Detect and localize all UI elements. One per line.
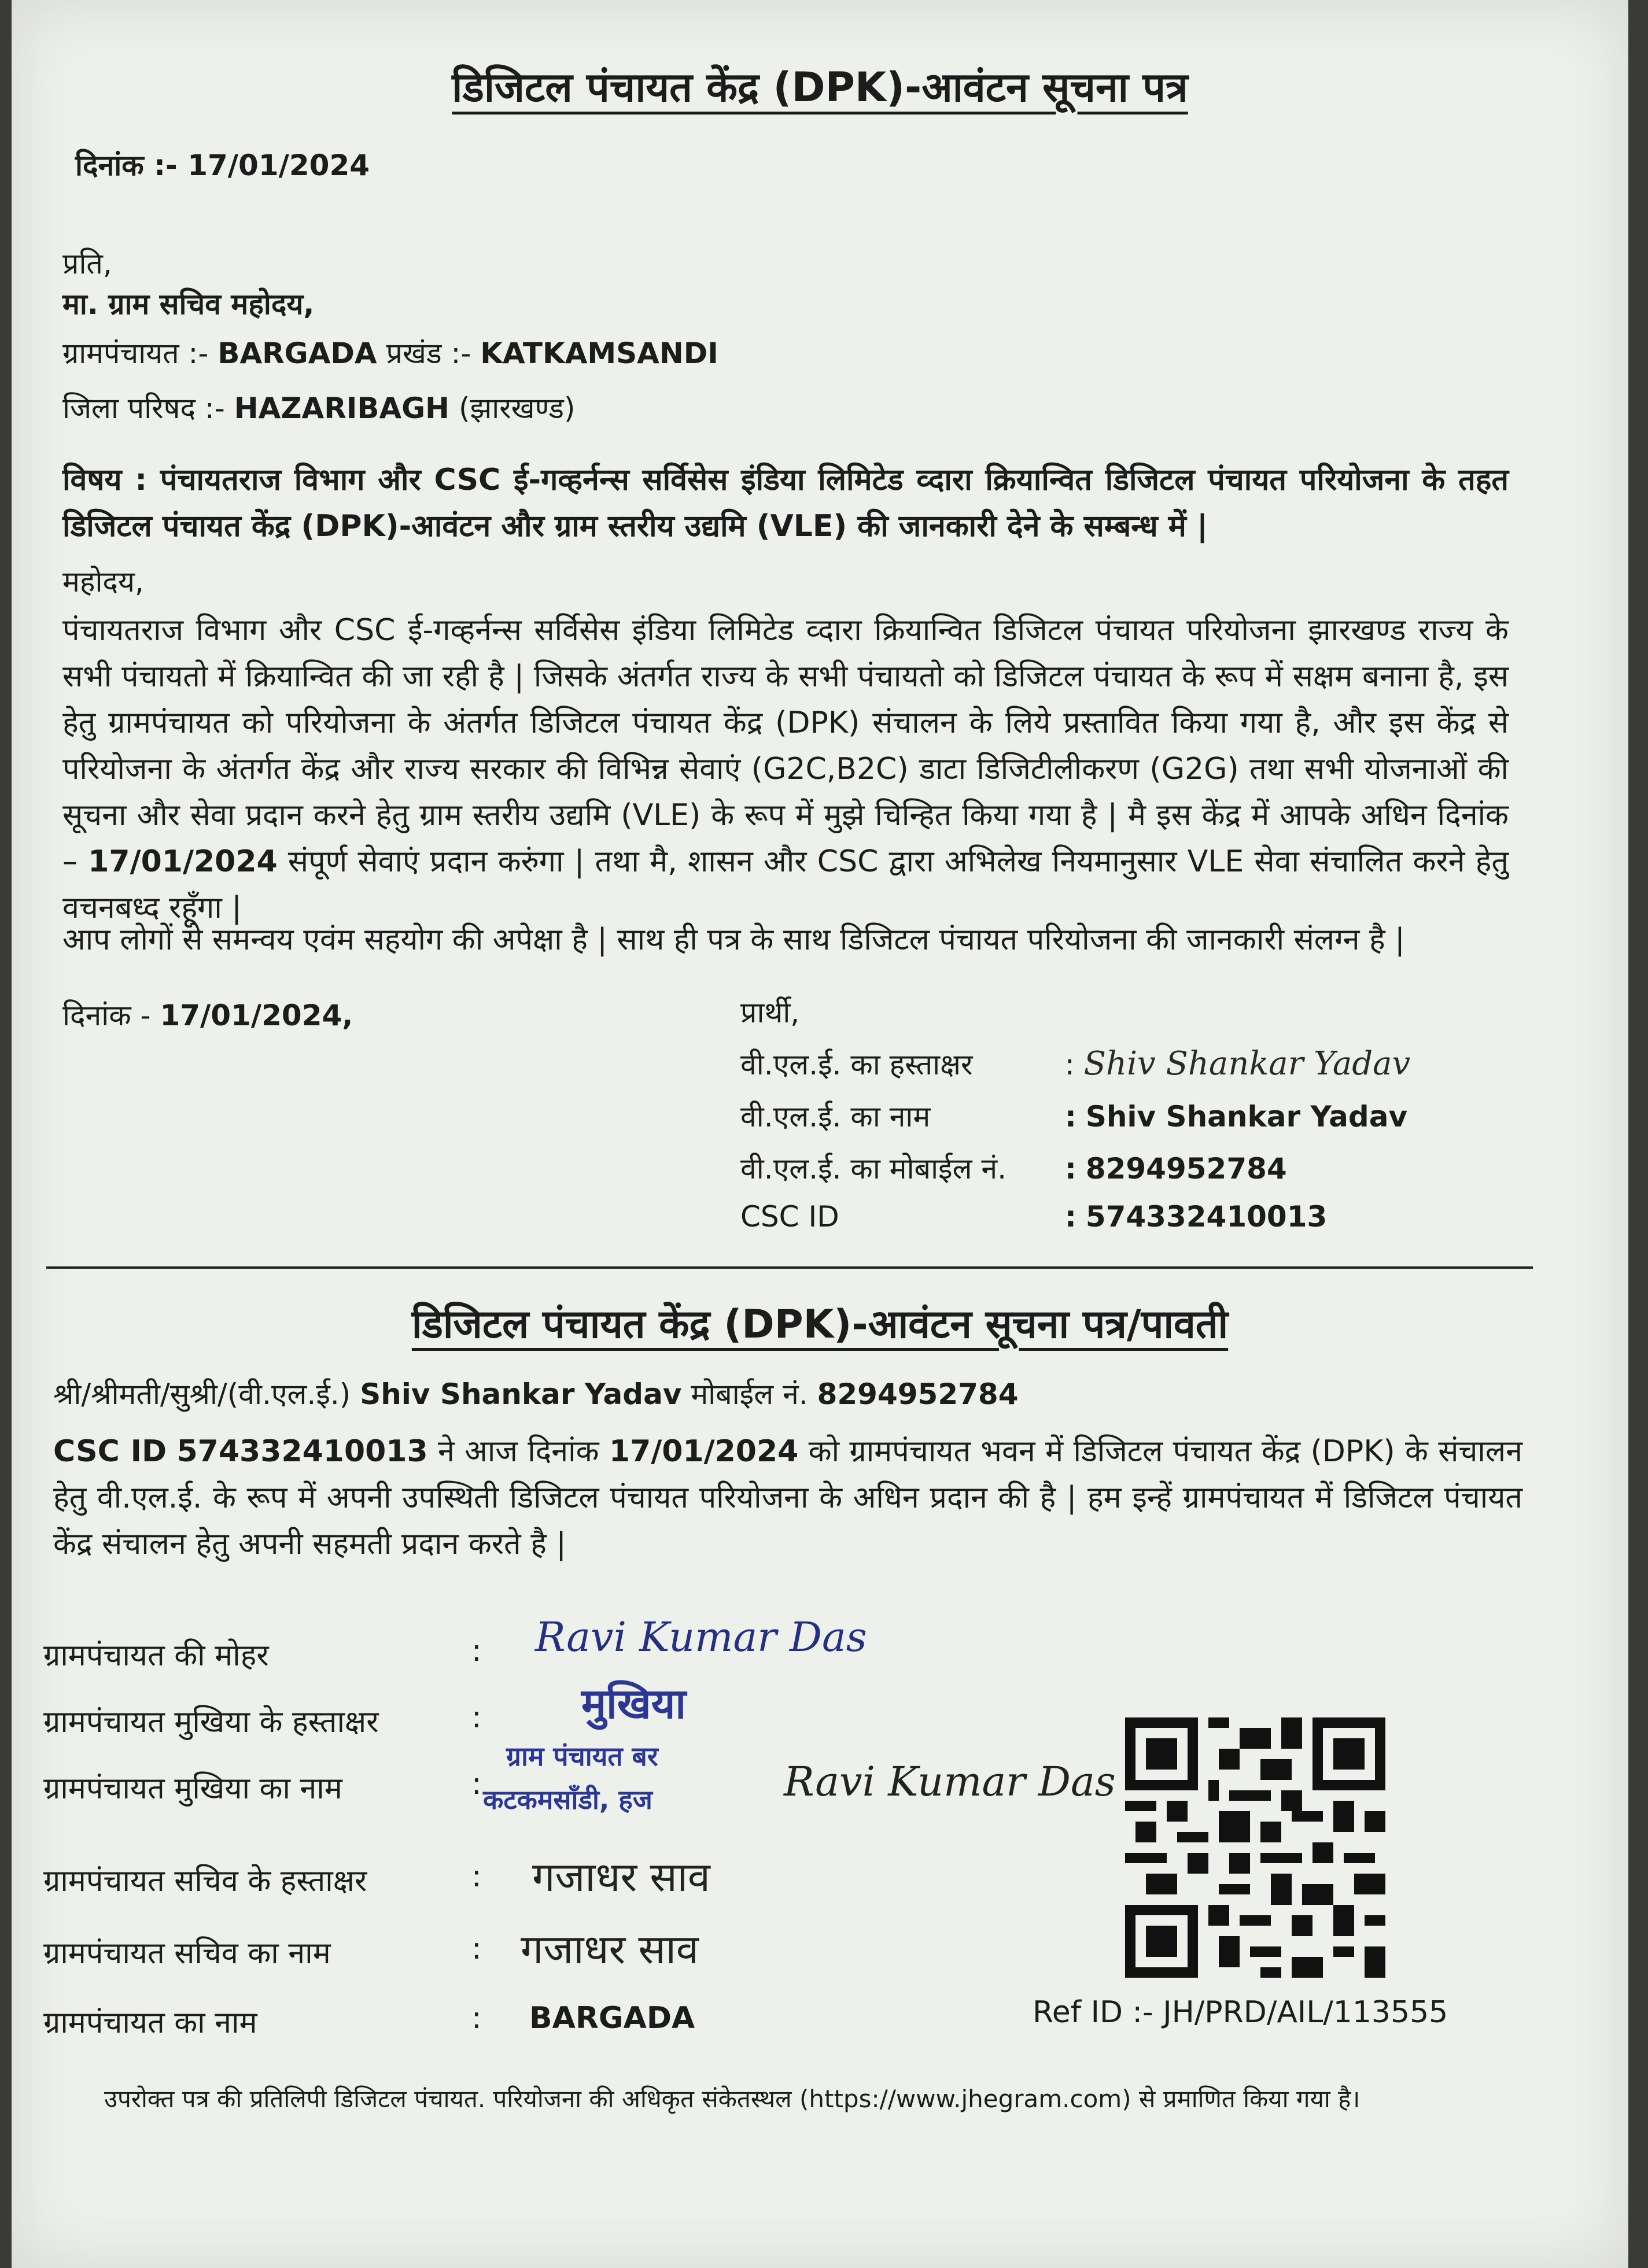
mukhiya-name-handwritten: Ravi Kumar Das — [784, 1758, 1116, 1805]
footer-note: उपरोक्त पत्र की प्रतिलिपी डिजिटल पंचायत. परियोजना की अधिकृत संकेतस्थल (https://www.jhegram.com) से प्रमाणित किया गया है। — [104, 2085, 1361, 2113]
letter-page — [12, 0, 1628, 2268]
recipient: मा. ग्राम सचिव महोदय, — [62, 287, 315, 321]
sachiv-name-handwritten: गजाधर साव — [521, 1926, 699, 1973]
gp-name-value: BARGADA — [529, 2001, 695, 2036]
reference-id: Ref ID :- JH/PRD/AIL/113555 — [1033, 1995, 1448, 2030]
vle-signature-row: वी.एल.ई. का हस्ताक्षर : Shiv Shankar Yadav — [740, 1045, 1411, 1083]
receipt-title: डिजिटल पंचायत केंद्र (DPK)-आवंटन सूचना पत्र/पावती — [411, 1302, 1229, 1347]
stamp-line-3: कटकमसाँडी, हज — [483, 1784, 652, 1815]
form-row-mukhiya-name: ग्रामपंचायत मुखिया का नाम : — [43, 1767, 482, 1806]
form-row-mukhiya-sig: ग्रामपंचायत मुखिया के हस्ताक्षर : — [43, 1700, 482, 1739]
section-divider — [46, 1266, 1533, 1269]
header-date: दिनांक :- 17/01/2024 — [75, 149, 370, 182]
vle-signature: Shiv Shankar Yadav — [1083, 1045, 1411, 1083]
form-row-gp-name: ग्रामपंचायत का नाम : BARGADA — [43, 2001, 695, 2040]
prati: प्रति, — [62, 247, 112, 280]
stamp-mukhiya: मुखिया — [581, 1679, 687, 1728]
form-row-stamp: ग्रामपंचायत की मोहर : — [43, 1634, 482, 1673]
applicant-label: प्रार्थी, — [740, 996, 800, 1029]
stamp-signature: Ravi Kumar Das — [535, 1613, 867, 1661]
vle-mobile-row: वी.एल.ई. का मोबाईल नं. : 8294952784 — [740, 1152, 1287, 1185]
receipt-vle-line: श्री/श्रीमती/सुश्री/(वी.एल.ई.) Shiv Shankar Yadav मोबाईल नं. 8294952784 — [53, 1377, 1019, 1411]
subject: विषय : पंचायतराज विभाग और CSC ई-गव्हर्नन्स सर्विसेस इंडिया लिमिटेड व्दारा क्रियान्वित डिजिटल पंचायत परियोजना के तहत डिजिटल पंचायत केंद्र (DPK)-आवंटन और ग्राम स्तरीय उद्यमि (VLE) की जानकारी देने के सम्बन्ध में | — [62, 463, 1509, 544]
sachiv-signature: गजाधर साव — [532, 1853, 710, 1901]
signoff-date: दिनांक - 17/01/2024, — [62, 999, 353, 1032]
vle-name-row: वी.एल.ई. का नाम : Shiv Shankar Yadav — [740, 1100, 1408, 1133]
body-paragraph-2: आप लोगों से समन्वय एवंम सहयोग की अपेक्षा है | साथ ही पत्र के साथ डिजिटल पंचायत परियोजना की जानकारी संलग्न है | — [62, 922, 1405, 957]
csc-id-row: CSC ID : 574332410013 — [740, 1200, 1328, 1233]
form-row-sachiv-sig: ग्रामपंचायत सचिव के हस्ताक्षर : — [43, 1859, 482, 1898]
salutation: महोदय, — [62, 565, 144, 599]
stamp-line-2: ग्राम पंचायत बर — [506, 1741, 658, 1772]
gp-block-line: ग्रामपंचायत :- BARGADA प्रखंड :- KATKAMSANDI — [62, 337, 718, 370]
form-row-sachiv-name: ग्रामपंचायत सचिव का नाम : — [43, 1931, 482, 1971]
body-paragraph-1: पंचायतराज विभाग और CSC ई-गव्हर्नन्स सर्विसेस इंडिया लिमिटेड व्दारा क्रियान्वित डिजिटल पंचायत परियोजना झारखण्ड राज्य के सभी पंचायतो में क्रियान्वित की जा रही है | जिसके अंतर्गत राज्य के सभी पंचायतो को डिजिटल पंचायत के रूप में सक्षम बनाना है, इस हेतु ग्रामपंचायत को परियोजना के अंतर्गत डिजिटल पंचायत केंद्र (DPK) संचालन के लिये प्रस्तावित किया गया है, और इस केंद्र से परियोजना के अंतर्गत केंद्र और राज्य सरकार की विभिन्न सेवाएं (G2C,B2C) डाटा डिजिटीलीकरण (G2G) तथा सभी योजनाओं की सूचना और सेवा प्रदान करने हेतु ग्राम स्तरीय उद्यमि (VLE) के रूप में मुझे चिन्हित किया गया है | मै इस केंद्र में आपके अधिन दिनांक – 17/01/2024 संपूर्ण सेवाएं प्रदान करुंगा | तथा मै, शासन और CSC द्वारा अभिलेख नियमानुसार VLE सेवा संचालित करने हेतु वचनबध्द रहूँगा | — [62, 613, 1509, 925]
qr-code-icon — [1125, 1717, 1385, 1978]
district-line: जिला परिषद :- HAZARIBAGH (झारखण्ड) — [62, 391, 576, 425]
receipt-paragraph: CSC ID 574332410013 ने आज दिनांक 17/01/2024 को ग्रामपंचायत भवन में डिजिटल पंचायत केंद्र (DPK) के संचालन हेतु वी.एल.ई. के रूप में अपनी उपस्थिती डिजिटल पंचायत परियोजना के अधिन प्रदान की है | हम इन्हें ग्रामपंचायत में डिजिटल पंचायत केंद्र संचालन हेतु अपनी सहमती प्रदान करते है | — [53, 1434, 1523, 1561]
letter-title: डिजिटल पंचायत केंद्र (DPK)-आवंटन सूचना पत्र — [452, 64, 1188, 111]
